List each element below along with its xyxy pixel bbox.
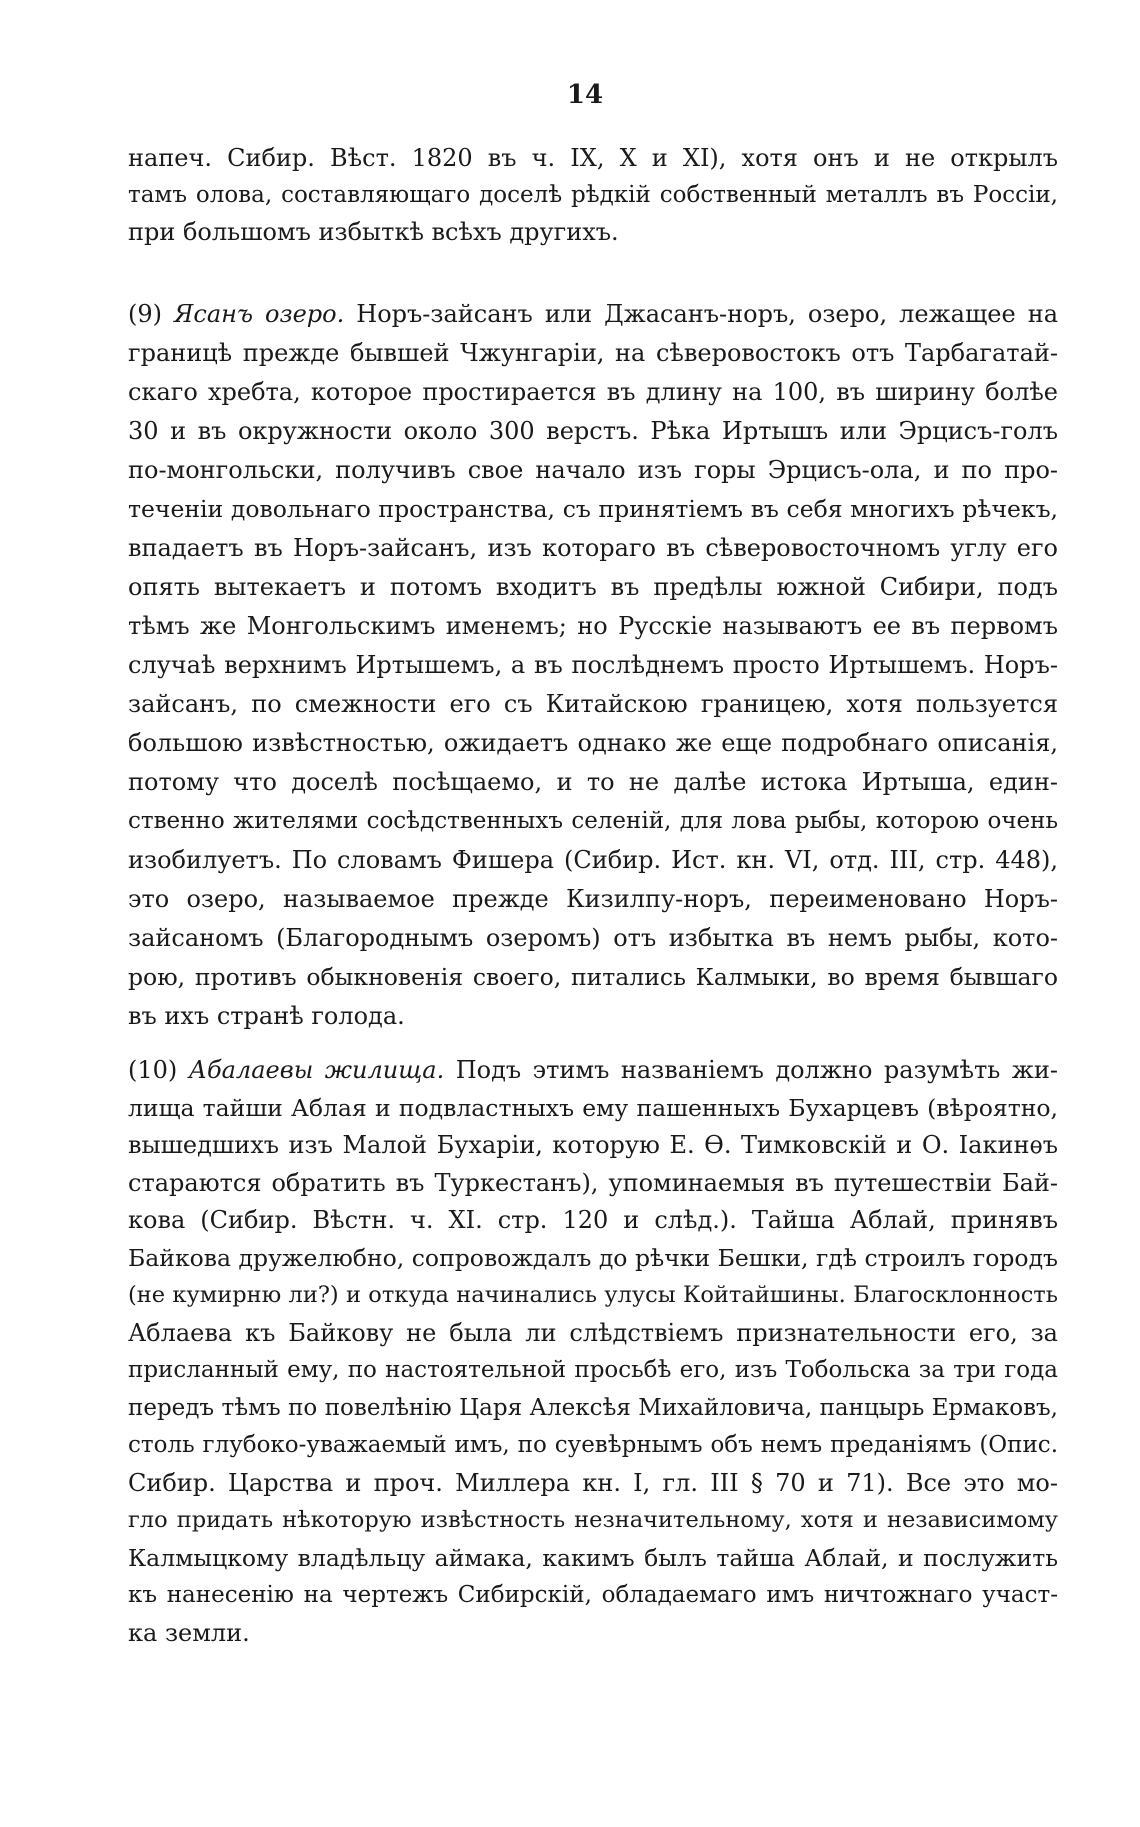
text-line: изобилуетъ. По словамъ Фишера (Сибир. Ист. кн. VI, отд. III, стр. 448),	[128, 846, 1058, 874]
note-title: Ясанъ озеро.	[174, 300, 345, 328]
text-line: границѣ прежде бывшей Чжунгаріи, на сѣверовостокъ отъ Тарбагатай-	[128, 339, 1058, 367]
text-line: Сибир. Царства и проч. Миллера кн. I, гл. III § 70 и 71). Все это мо-	[128, 1468, 1058, 1497]
top-paragraph	[128, 140, 1058, 251]
text-line: Калмыцкому владѣльцу аймака, какимъ былъ тайша Аблай, и послужить	[128, 1543, 1058, 1572]
text-line: зайсаномъ (Благороднымъ озеромъ) отъ избытка въ немъ рыбы, кото-	[128, 924, 1058, 952]
text-line: стараются обратить въ Туркестанъ), упоминаемыя въ путешествіи Бай-	[128, 1168, 1058, 1197]
text-line: (не кумирню ли?) и откуда начинались улусы Койтайшины. Благосклонность	[128, 1282, 1058, 1308]
text-line: при большомъ избыткѣ всѣхъ другихъ.	[128, 218, 619, 246]
text-line: въ ихъ странѣ голода.	[128, 1002, 405, 1030]
text-line: теченіи довольнаго пространства, съ принятіемъ въ себя многихъ рѣчекъ,	[128, 495, 1058, 523]
note-first-line	[128, 295, 1058, 334]
text-line: вышедшихъ изъ Малой Бухаріи, которую Е. Ѳ. Тимковскій и О. Іакинѳъ	[128, 1131, 1058, 1159]
text-line: ка земли.	[128, 1618, 250, 1647]
text-line: опять вытекаетъ и потомъ входитъ въ предѣлы южной Сибири, подъ	[128, 573, 1058, 601]
note-10	[128, 1052, 1058, 1652]
text-line: скаго хребта, которое простирается въ длину на 100, въ ширину болѣе	[128, 378, 1058, 406]
text-line: тѣмъ же Монгольскимъ именемъ; но Русскіе называютъ ее въ первомъ	[128, 612, 1058, 640]
text-line: 30 и въ окружности около 300 верстъ. Рѣка Иртышъ или Эрцисъ-голъ	[128, 417, 1058, 445]
text-line: передъ тѣмъ по повелѣнію Царя Алексѣя Михайловича, панцырь Ермаковъ,	[128, 1394, 1058, 1421]
text-line: къ нанесенію на чертежъ Сибирскій, обладаемаго имъ ничтожнаго участ-	[128, 1582, 1058, 1608]
text-line: столь глубоко-уважаемый имъ, по суевѣрнымъ объ немъ преданіямъ (Опис.	[128, 1432, 1058, 1458]
note-first-line-text: Норъ-зайсанъ или Джасанъ-норъ, озеро, лежащее на	[356, 300, 1059, 328]
text-line: напеч. Сибир. Вѣст. 1820 въ ч. IX, X и XI), хотя онъ и не открылъ	[128, 144, 1058, 172]
text-line: по-монгольски, получивъ свое начало изъ горы Эрцисъ-ола, и по про-	[128, 456, 1058, 484]
page-number: 14	[566, 80, 604, 110]
text-line: потому что доселѣ посѣщаемо, и то не далѣе истока Иртыша, един-	[128, 768, 1058, 796]
text-line: лища тайши Аблая и подвластныхъ ему пашенныхъ Бухарцевъ (вѣроятно,	[128, 1093, 1058, 1122]
text-line: большою извѣстностью, ожидаетъ однако же еще подробнаго описанія,	[128, 729, 1058, 757]
text-line: зайсанъ, по смежности его съ Китайскою границею, хотя пользуется	[128, 690, 1058, 718]
text-line: Байкова дружелюбно, сопровождалъ до рѣчки Бешки, гдѣ строилъ городъ	[128, 1243, 1058, 1272]
note-first-line-text: Подъ этимъ названіемъ должно разумѣть жи-	[455, 1056, 1058, 1084]
text-line: впадаетъ въ Норъ-зайсанъ, изъ котораго въ сѣверовосточномъ углу его	[128, 534, 1058, 562]
text-line: рою, противъ обыкновенія своего, питались Калмыки, во время бывшаго	[128, 963, 1058, 991]
text-line: случаѣ верхнимъ Иртышемъ, а въ послѣднемъ просто Иртышемъ. Норъ-	[128, 651, 1058, 679]
note-marker: (9)	[128, 300, 162, 328]
text-line: присланный ему, по настоятельной просьбѣ его, изъ Тобольска за три года	[128, 1357, 1058, 1383]
text-line: гло придать нѣкоторую извѣстность незначительному, хотя и независимому	[128, 1507, 1058, 1533]
text-line: ственно жителями сосѣдственныхъ селеній, для лова рыбы, которою очень	[128, 808, 1058, 834]
note-first-line	[128, 1052, 1058, 1090]
text-line: это озеро, называемое прежде Кизилпу-норъ, переименовано Норъ-	[128, 885, 1058, 913]
text-line: тамъ олова, составляющаго доселѣ рѣдкій собственный металлъ въ Россіи,	[128, 182, 1058, 208]
text-line: Аблаева къ Байкову не была ли слѣдствіемъ признательности его, за	[128, 1318, 1058, 1347]
note-title: Абалаевы жилища.	[188, 1056, 445, 1084]
note-marker: (10)	[128, 1056, 178, 1084]
note-9	[128, 295, 1058, 1036]
text-line: кова (Сибир. Вѣстн. ч. XI. стр. 120 и слѣд.). Тайша Аблай, принявъ	[128, 1206, 1058, 1234]
